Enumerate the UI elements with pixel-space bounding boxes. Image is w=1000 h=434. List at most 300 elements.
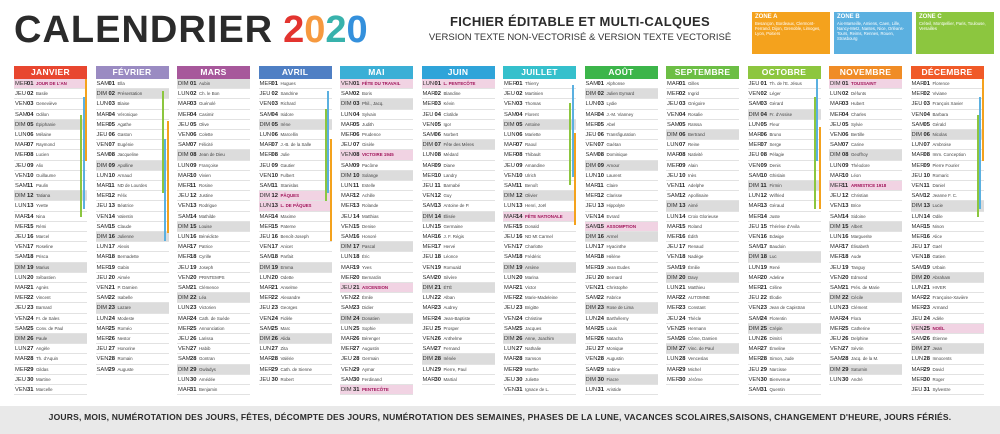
day-fete: Gontran: [199, 356, 215, 362]
day-number: 21: [108, 285, 115, 291]
day-fete: Annonciation: [199, 325, 225, 331]
day-number: 10: [434, 172, 441, 179]
day-name: JEU: [15, 305, 26, 312]
day-row: [585, 181, 658, 191]
day-fete: Fiacre: [606, 376, 619, 382]
day-name: VEN: [667, 183, 679, 189]
day-number: 06: [760, 132, 767, 138]
day-number: 10: [597, 172, 604, 179]
month-column: [503, 66, 576, 398]
day-number: 25: [760, 325, 767, 332]
day-row: [177, 130, 250, 140]
day-name: JEU: [259, 305, 271, 312]
day-name: LUN: [667, 213, 679, 220]
day-fete: Flora: [851, 315, 862, 321]
day-name: LUN: [96, 101, 109, 108]
day-name: MER: [96, 336, 110, 342]
day-fete: Louise: [199, 223, 212, 229]
day-name: DIM: [15, 336, 26, 342]
day-row: [911, 334, 984, 344]
day-fete: Reine: [688, 142, 700, 148]
day-number: 16: [923, 234, 930, 240]
day-number: 05: [923, 121, 930, 128]
day-row: [177, 201, 250, 211]
day-row: [585, 161, 658, 171]
day-fete: Anselme: [280, 285, 298, 290]
day-name: SAM: [96, 223, 110, 230]
day-row: [340, 314, 413, 324]
day-row: [585, 140, 658, 150]
day-fete: François Xavier: [932, 101, 964, 107]
day-fete: Casimir: [199, 111, 214, 117]
day-fete: Félix: [117, 193, 127, 199]
footer-features: JOURS, MOIS, NUMÉROTATION DES JOURS, FÊTES, DÉCOMPTE DES JOURS, NUMÉROTATION DES SEMAINES, PHASES DE LA LUNE, VACANCES SCOLAIRES,SAISONS, CHANGEMENT D'HEURE, JOURS FÉRIÉS.: [0, 406, 1000, 434]
day-number: 21: [760, 285, 767, 291]
day-number: 29: [760, 366, 767, 373]
day-name: DIM: [667, 346, 678, 353]
day-row: [422, 334, 495, 344]
day-number: 02: [597, 91, 604, 98]
day-row: [96, 324, 169, 334]
day-fete: Sylvestre: [932, 387, 951, 392]
day-number: 18: [760, 254, 767, 261]
day-number: 27: [516, 346, 523, 353]
day-row: [259, 375, 332, 385]
day-number: 05: [434, 121, 441, 128]
day-number: 27: [923, 346, 930, 353]
day-row: [503, 273, 576, 283]
day-row: [748, 191, 821, 201]
day-row: [585, 79, 658, 89]
day-number: 08: [271, 152, 278, 159]
day-name: JEU: [15, 91, 26, 98]
day-number: 26: [190, 336, 197, 342]
month-body: [748, 79, 821, 398]
day-name: MAR: [15, 213, 28, 220]
day-row: [340, 79, 413, 89]
day-number: 14: [516, 213, 523, 220]
day-fete: PRINTEMPS: [199, 274, 225, 280]
day-fete: Bénédicte: [199, 234, 219, 239]
day-number: 12: [190, 193, 197, 200]
day-number: 09: [108, 162, 115, 169]
day-fete: Bérenger: [362, 336, 381, 341]
school-holiday-bar: [979, 97, 981, 209]
zone-a-title: ZONE A: [755, 14, 778, 20]
day-fete: Matthieu: [688, 285, 705, 290]
day-number: 30: [353, 376, 360, 383]
month-header: MAI: [340, 66, 413, 79]
day-row: [911, 130, 984, 140]
day-number: 04: [434, 111, 441, 118]
day-name: VEN: [830, 346, 842, 353]
day-number: 27: [434, 346, 441, 353]
day-name: JEU: [911, 172, 923, 179]
day-number: 13: [597, 203, 604, 210]
day-row: [96, 161, 169, 171]
day-row: [666, 334, 739, 344]
day-row: [748, 375, 821, 385]
day-row: [748, 344, 821, 354]
day-number: 31: [190, 387, 197, 393]
day-fete: Raïssa: [688, 121, 702, 127]
day-name: VEN: [178, 203, 190, 210]
day-fete: Edmond: [851, 274, 868, 280]
month-header: FÉVRIER: [96, 66, 169, 79]
day-name: LUN: [422, 152, 435, 159]
day-row: [911, 344, 984, 354]
day-row: [748, 140, 821, 150]
day-number: 29: [353, 366, 360, 373]
day-row: [585, 385, 658, 395]
day-name: JEU: [667, 172, 678, 179]
day-row: [422, 354, 495, 364]
day-name: MAR: [96, 183, 110, 189]
day-fete: Angèle: [36, 346, 50, 352]
day-row: [422, 344, 495, 354]
day-fete: Emma: [280, 264, 294, 270]
day-row: [422, 263, 495, 273]
day-fete: Élisée: [443, 213, 456, 219]
day-fete: Apolline: [117, 162, 134, 168]
day-number: 01: [760, 81, 767, 87]
day-fete: Armel: [606, 234, 618, 239]
day-row: [14, 130, 87, 140]
day-row: [748, 201, 821, 211]
day-row: [503, 161, 576, 171]
day-name: MER: [585, 336, 599, 342]
day-name: LUN: [504, 132, 516, 138]
day-number: 24: [597, 315, 604, 322]
day-number: 18: [597, 254, 604, 261]
day-row: [14, 273, 87, 283]
day-name: MER: [178, 111, 191, 118]
day-row: [829, 99, 902, 109]
day-row: [585, 303, 658, 313]
day-number: 16: [108, 234, 115, 240]
day-row: [503, 110, 576, 120]
day-name: LUN: [178, 305, 190, 312]
day-row: [340, 242, 413, 252]
day-name: DIM: [259, 264, 271, 271]
day-name: DIM: [911, 203, 923, 210]
day-number: 23: [842, 305, 849, 312]
day-row: [829, 324, 902, 334]
day-number: 31: [760, 387, 767, 393]
day-fete: Victor: [525, 285, 537, 290]
day-number: 19: [516, 264, 523, 271]
day-name: SAM: [422, 203, 436, 210]
day-row: [666, 375, 739, 385]
day-fete: J.-B. de la Salle: [280, 142, 312, 148]
day-name: VEN: [341, 223, 353, 230]
day-number: 06: [516, 132, 523, 138]
day-name: MAR: [748, 132, 762, 138]
day-number: 15: [760, 223, 767, 230]
day-row: [666, 130, 739, 140]
day-name: DIM: [96, 162, 108, 169]
day-row: [748, 303, 821, 313]
day-number: 17: [923, 244, 930, 251]
day-number: 24: [271, 315, 278, 322]
day-number: 03: [842, 101, 849, 108]
day-number: 31: [353, 387, 360, 393]
day-number: 09: [923, 162, 930, 169]
day-row: [259, 140, 332, 150]
day-row: [503, 171, 576, 181]
day-fete: Wilfried: [769, 193, 785, 199]
day-name: MAR: [96, 111, 110, 118]
day-row: [259, 181, 332, 191]
day-number: 09: [27, 162, 34, 169]
day-name: VEN: [422, 264, 435, 271]
day-row: [503, 344, 576, 354]
day-fete: Clémence: [199, 285, 219, 290]
day-fete: Ulrich: [525, 172, 537, 178]
day-row: [259, 324, 332, 334]
day-row: [177, 120, 250, 130]
day-number: 11: [190, 183, 197, 189]
school-holiday-bar: [164, 139, 166, 241]
day-name: JEU: [96, 274, 108, 281]
school-holiday-bar: [85, 79, 87, 161]
day-row: [422, 212, 495, 222]
day-row: [340, 120, 413, 130]
day-name: LUN: [748, 193, 761, 200]
day-fete: Raymond: [36, 142, 55, 148]
day-number: 20: [27, 274, 34, 281]
day-fete: Thierry: [525, 81, 539, 86]
day-row: [911, 324, 984, 334]
day-row: [829, 242, 902, 252]
day-fete: Bruno: [769, 132, 782, 137]
day-name: SAM: [178, 213, 191, 220]
day-row: [829, 120, 902, 130]
zone-c-title: ZONE C: [919, 14, 942, 20]
day-name: MER: [667, 234, 680, 240]
day-name: DIM: [830, 366, 841, 373]
day-row: [422, 252, 495, 262]
day-number: 18: [842, 254, 849, 261]
day-row: [748, 263, 821, 273]
day-number: 01: [597, 81, 604, 87]
day-number: 06: [434, 132, 441, 138]
day-row: [911, 191, 984, 201]
day-name: LUN: [748, 336, 761, 342]
day-fete: Isabelle: [117, 295, 133, 301]
day-number: 25: [516, 325, 523, 332]
day-number: 14: [760, 213, 767, 220]
day-row: [666, 120, 739, 130]
day-fete: Léa: [199, 295, 207, 301]
day-number: 17: [27, 244, 34, 251]
day-name: SAM: [585, 366, 599, 373]
day-fete: VICTOIRE 1945: [362, 152, 394, 158]
day-fete: Véronique: [117, 111, 138, 117]
day-fete: René: [769, 264, 780, 270]
day-row: [177, 181, 250, 191]
day-number: 29: [679, 366, 686, 373]
day-number: 21: [353, 285, 360, 291]
day-fete: Ambroise: [932, 142, 952, 148]
day-row: [666, 110, 739, 120]
day-name: MAR: [585, 111, 599, 118]
day-name: JEU: [341, 142, 352, 149]
day-row: [585, 354, 658, 364]
day-name: JEU: [341, 213, 352, 220]
day-number: 21: [190, 285, 197, 291]
day-number: 16: [516, 234, 523, 240]
school-holiday-bar: [325, 109, 327, 201]
day-name: VEN: [259, 101, 272, 108]
day-fete: Jacques: [525, 325, 542, 331]
day-number: 11: [353, 183, 360, 189]
day-number: 26: [597, 336, 604, 342]
day-row: [666, 99, 739, 109]
day-fete: Mélaine: [36, 132, 52, 137]
day-name: MER: [178, 325, 191, 332]
day-fete: Éric: [362, 254, 370, 260]
day-number: 22: [516, 295, 523, 302]
day-fete: Ghislain: [769, 172, 786, 178]
day-name: LUN: [15, 274, 27, 281]
day-row: [503, 303, 576, 313]
day-number: 22: [108, 295, 115, 302]
day-number: 21: [434, 285, 441, 291]
day-row: [259, 354, 332, 364]
day-name: LUN: [585, 172, 598, 179]
day-name: MER: [422, 244, 436, 251]
day-fete: Georges: [280, 305, 298, 311]
day-row: [14, 385, 87, 395]
day-name: VEN: [911, 254, 924, 261]
day-number: 31: [597, 387, 604, 393]
day-fete: Claire: [606, 183, 618, 188]
day-fete: Samson: [525, 356, 542, 362]
day-fete: Brigitte: [525, 305, 539, 311]
day-number: 08: [434, 152, 441, 159]
day-name: LUN: [259, 274, 272, 281]
month-header: DÉCEMBRE: [911, 66, 984, 79]
day-fete: Fabrice: [606, 295, 622, 301]
day-number: 28: [271, 356, 278, 363]
day-name: MAR: [15, 285, 28, 291]
day-row: [177, 242, 250, 252]
day-fete: Ch. le Bon: [199, 91, 220, 97]
day-name: LUN: [585, 315, 598, 322]
day-fete: Guénolé: [199, 101, 216, 107]
day-fete: Sébastien: [36, 274, 56, 280]
day-number: 08: [190, 152, 197, 159]
day-row: [829, 375, 902, 385]
day-row: [748, 365, 821, 375]
day-number: 30: [597, 376, 604, 383]
day-row: [585, 201, 658, 211]
day-row: [259, 263, 332, 273]
day-name: MER: [422, 315, 436, 322]
day-name: MAR: [504, 285, 517, 291]
day-row: [585, 324, 658, 334]
day-row: [14, 252, 87, 262]
day-name: VEN: [504, 387, 516, 393]
day-name: VEN: [667, 111, 679, 118]
day-number: 30: [27, 376, 34, 383]
day-name: LUN: [178, 91, 190, 98]
day-fete: Médard: [443, 152, 459, 158]
day-fete: Jean Eudes: [606, 264, 630, 270]
day-number: 28: [923, 356, 930, 363]
day-row: [177, 303, 250, 313]
day-fete: Didier: [362, 305, 374, 311]
day-fete: Landry: [443, 172, 457, 178]
day-name: MAR: [178, 101, 191, 108]
day-row: [14, 242, 87, 252]
day-fete: Agnès: [36, 285, 49, 290]
day-fete: Adelphe: [688, 183, 705, 188]
day-fete: Aimée: [117, 274, 130, 280]
day-name: VEN: [830, 274, 842, 281]
day-row: [177, 140, 250, 150]
day-number: 15: [190, 223, 197, 230]
day-number: 26: [516, 336, 523, 342]
day-number: 04: [353, 111, 360, 118]
day-fete: Aubin: [199, 81, 211, 86]
month-body: [829, 79, 902, 398]
day-fete: Benjamin: [199, 387, 218, 392]
day-name: MAR: [422, 305, 436, 312]
day-row: [503, 242, 576, 252]
day-number: 16: [27, 234, 34, 240]
day-fete: Françoise: [199, 162, 219, 168]
day-row: [14, 89, 87, 99]
day-number: 29: [271, 366, 278, 373]
day-number: 09: [271, 162, 278, 169]
day-fete: Louis: [606, 325, 617, 331]
day-row: [96, 303, 169, 313]
zone-b-title: ZONE B: [837, 14, 860, 20]
day-row: [259, 79, 332, 89]
day-row: [340, 263, 413, 273]
day-fete: Jacqueline: [117, 152, 139, 158]
day-name: VEN: [422, 121, 435, 128]
day-name: DIM: [748, 325, 760, 332]
day-name: MER: [259, 152, 273, 159]
day-number: 15: [434, 223, 441, 230]
day-fete: Patrice: [199, 244, 213, 250]
day-name: MAR: [422, 234, 436, 240]
day-row: [748, 212, 821, 222]
day-fete: Fr. d'Assise: [769, 111, 793, 117]
day-row: [259, 191, 332, 201]
day-name: LUN: [422, 366, 435, 373]
day-fete: Bienvenue: [769, 376, 791, 382]
day-number: 20: [760, 274, 767, 281]
day-number: 09: [434, 162, 441, 169]
day-number: 10: [27, 172, 34, 179]
day-fete: Jean de Capistran: [769, 305, 806, 311]
day-number: 17: [353, 244, 360, 251]
day-name: MAR: [259, 213, 273, 220]
day-name: DIM: [504, 193, 515, 200]
subtitle-line2: VERSION TEXTE NON-VECTORISÉ & VERSION TEXTE VECTORISÉ: [428, 32, 732, 43]
day-name: LUN: [259, 346, 272, 353]
day-fete: Lucie: [932, 203, 943, 209]
day-number: 30: [434, 376, 441, 383]
day-name: DIM: [422, 356, 434, 363]
day-fete: Bernard: [606, 274, 623, 280]
day-row: [911, 89, 984, 99]
day-number: 11: [27, 183, 34, 189]
